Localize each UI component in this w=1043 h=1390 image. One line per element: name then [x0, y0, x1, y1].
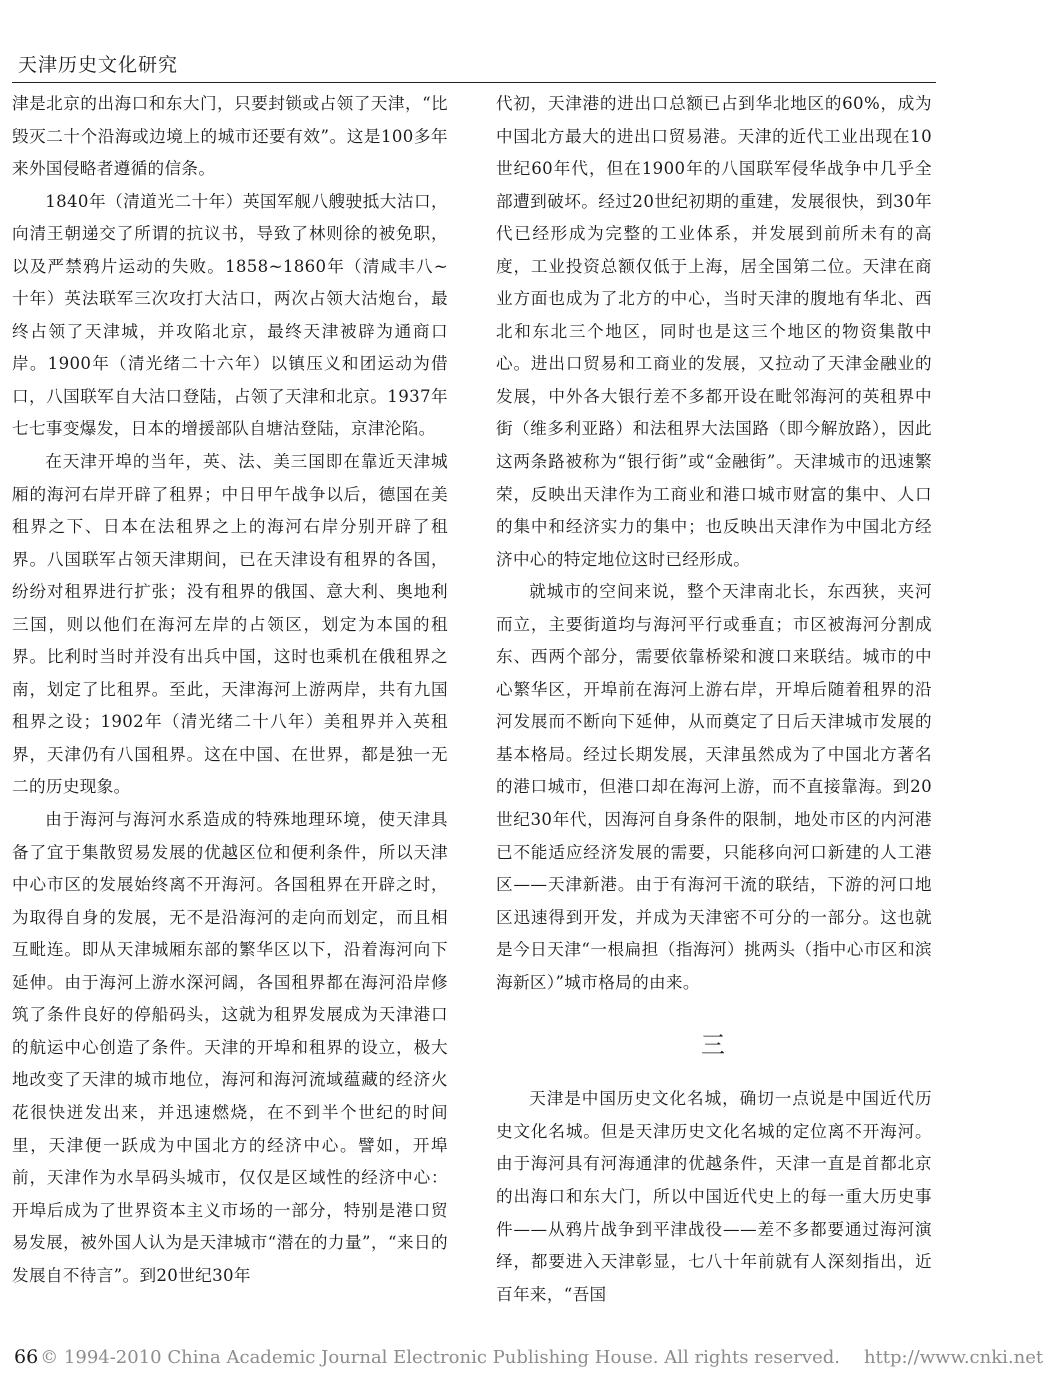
right-column	[496, 88, 932, 1311]
paragraph: 津是北京的出海口和东大门，只要封锁或占领了天津，“比毁灭二十个沿海或边境上的城市还要有效”。这是100多年来外国侵略者遵循的信条。	[12, 94, 448, 179]
paragraph: 代初，天津港的进出口总额已占到华北地区的60%，成为中国北方最大的进出口贸易港。天津的近代工业出现在10世纪60年代，但在1900年的八国联军侵华战争中几乎全部遭到破坏。经过20世纪初期的重建，发展很快，到30年代已经形成为完整的工业体系，并发展到前所未有的高度，工业投资总额仅低于上海，居全国第二位。天津在商业方面也成为了北方的中心，当时天津的腹地有华北、西北和东北三个地区，同时也是这三个地区的物资集散中心。进出口贸易和工商业的发展，又拉动了天津金融业的发展，中外各大银行差不多都开设在毗邻海河的英租界中街（维多利亚路）和法租界大法国路（即今解放路），因此这两条路被称为“银行街”或“金融街”。天津城市的迅速繁荣，反映出天津作为工商业和港口城市财富的集中、人口的集中和经济实力的集中；也反映出天津作为中国北方经济中心的特定地位这时已经形成。	[496, 94, 932, 569]
copyright-notice: © 1994-2010 China Academic Journal Electronic Publishing House. All rights reserved.	[40, 1347, 840, 1368]
left-column	[12, 88, 448, 1292]
footer-url: http://www.cnki.net	[863, 1347, 1043, 1368]
page-number: 66	[14, 1346, 39, 1368]
section-heading: 三	[701, 1031, 727, 1060]
paragraph: 由于海河与海河水系造成的特殊地理环境，使天津具备了宜于集散贸易发展的优越区位和便利条件，所以天津中心市区的发展始终离不开海河。各国租界在开辟之时，为取得自身的发展，无不是沿海河的走向而划定，而且相互毗连。即从天津城厢东部的繁华区以下，沿着海河向下延伸。由于海河上游水深河阔，各国租界都在海河沿岸修筑了条件良好的停船码头，这就为租界发展成为天津港口的航运中心创造了条件。天津的开埠和租界的设立，极大地改变了天津的城市地位，海河和海河流域蕴藏的经济火花很快迸发出来，并迅速燃烧，在不到半个世纪的时间里，天津便一跃成为中国北方的经济中心。譬如，开埠前，天津作为水旱码头城市，仅仅是区域性的经济中心：开埠后成为了世界资本主义市场的一部分，特别是港口贸易发展，被外国人认为是天津城市“潜在的力量”，“来日的发展自不待言”。到20世纪30年	[12, 810, 448, 1285]
paragraph: 就城市的空间来说，整个天津南北长，东西狭，夹河而立，主要街道均与海河平行或垂直；市区被海河分割成东、西两个部分，需要依靠桥梁和渡口来联结。城市的中心繁华区，开埠前在海河上游右岸，开埠后随着租界的沿河发展而不断向下延伸，从而奠定了日后天津城市发展的基本格局。经过长期发展，天津虽然成为了中国北方著名的港口城市，但港口却在海河上游，而不直接靠海。到20世纪30年代，因海河自身条件的限制，地处市区的内河港已不能适应经济发展的需要，只能移向河口新建的人工港区——天津新港。由于有海河干流的联结，下游的河口地区迅速得到开发，并成为天津密不可分的一部分。这也就是今日天津“一根扁担（指海河）挑两头（指中心市区和滨海新区）”城市格局的由来。	[496, 582, 932, 992]
header-divider	[12, 82, 936, 83]
page-footer	[14, 1346, 1043, 1368]
paragraph: 在天津开埠的当年，英、法、美三国即在靠近天津城厢的海河右岸开辟了租界；中日甲午战争以后，德国在美租界之下、日本在法租界之上的海河右岸分别开辟了租界。八国联军占领天津期间，已在天津设有租界的各国，纷纷对租界进行扩张；没有租界的俄国、意大利、奥地利三国，则以他们在海河左岸的占领区，划定为本国的租界。比利时当时并没有出兵中国，这时也乘机在俄租界之南，划定了比租界。至此，天津海河上游两岸，共有九国租界之设；1902年（清光绪二十八年）美租界并入英租界，天津仍有八国租界。这在中国、在世界，都是独一无二的历史现象。	[12, 452, 448, 797]
running-header: 天津历史文化研究	[18, 54, 179, 76]
paragraph: 天津是中国历史文化名城，确切一点说是中国近代历史文化名城。但是天津历史文化名城的定位离不开海河。由于海河具有河海通津的优越条件，天津一直是首都北京的出海口和东大门，所以中国近代史上的每一重大历史事件——从鸦片战争到平津战役——差不多都要通过海河演绎，都要进入天津彰显，七八十年前就有人深刻指出，近百年来，“吾国	[496, 1089, 932, 1304]
paragraph: 1840年（清道光二十年）英国军舰八艘驶抵大沽口，向清王朝递交了所谓的抗议书，导致了林则徐的被免职，以及严禁鸦片运动的失败。1858~1860年（清咸丰八~十年）英法联军三次攻打大沽口，两次占领大沽炮台，最终占领了天津城，并攻陷北京，最终天津被辟为通商口岸。1900年（清光绪二十六年）以镇压义和团运动为借口，八国联军自大沽口登陆，占领了天津和北京。1937年七七事变爆发，日本的增援部队自塘沽登陆，京津沦陷。	[12, 191, 448, 439]
